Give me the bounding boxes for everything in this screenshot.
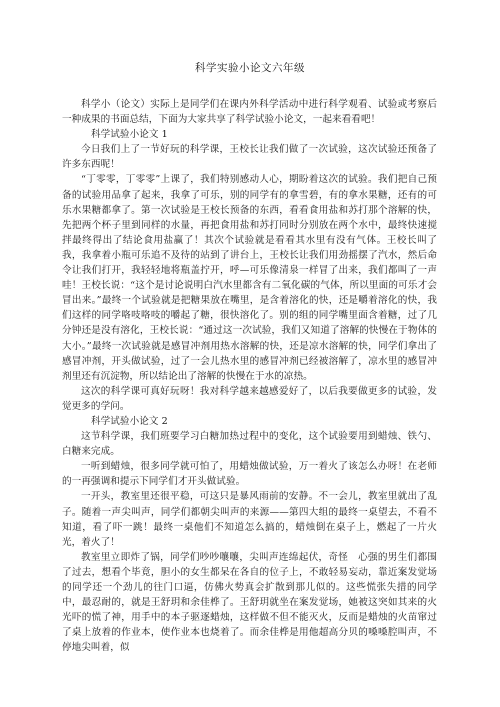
document-body [62, 97, 437, 655]
body-paragraph: “丁零零，丁零零”上课了，我们特别感动人心，期盼着这次的试验。我们把自己预备的试验用品拿了起来，我拿了可乐，别的同学有的拿雪碧，有的拿水果糖，还有的可乐水果糖都拿了。第一次试验是王校长预备的东西，看看食用盐和苏打那个溶解的快，先把两个杯子里到同样的水量，再把食用盐和苏打同时分别放在两个水中，最终快速搅拌最终得出了结论食用盐赢了！其次个试验就是看看其水里有没有气体。王校长叫了我，我拿着小瓶可乐追不及待的站到了讲台上，王校长让我们用劲摇摆了汽水，然后命令让我们打开，我轻轻地将瓶盖拧开，呼—可乐像清泉一样冒了出来，我们都叫了一声哇！王校长说：“这个是讨论说明白汽水里都含有二氧化碳的气体，所以里面的可乐才会冒出来。”最终一个试验就是把糖果放在嘴里，是含着溶化的快，还是嚼着溶化的快，我们这样的同学咯吱咯吱的嚼起了糖，很快溶化了。别的组的同学嘴里面含着糖，过了几分钟还是没有溶化，王校长说：“通过这一次试验，我们又知道了溶解的快慢在于物体的大小。”最终一次试验就是感冒冲剂用热水溶解的快，还是凉水溶解的快，同学们拿出了感冒冲剂，开头做试验，过了一会儿热水里的感冒冲剂已经被溶解了，凉水里的感冒冲剂里还有沉淀物，所以结论出了溶解的快慢在于水的凉热。 [62, 174, 437, 382]
body-paragraph: 一开头，教室里还很平稳，可这只是暴风雨前的安静。不一会儿，教室里就出了乱子。随着一声尖叫声，同学们都朝尖叫声的来源——第四大组的最终一桌望去，不看不知道，看了吓一跳！最终一桌他们不知道怎么搞的，蜡烛倒在桌子上，燃起了一片火光，着火了！ [62, 491, 437, 548]
body-paragraph: 这次的科学课可真好玩呀！我对科学越来越感爱好了，以后我要做更多的试验，发觉更多的学问。 [62, 385, 437, 412]
intro-paragraph: 科学小（论文）实际上是同学们在课内外科学活动中进行科学观看、试验或考察后一种成果的书面总结，下面为大家共享了科学试验小论文，一起来看看吧！ [62, 99, 437, 126]
section-heading-2: 科学试验小论文 2 [91, 415, 168, 427]
body-paragraph: 今日我们上了一节好玩的科学课，王校长让我们做了一次试验，这次试验还预备了许多东西呢！ [62, 144, 437, 171]
document-title: 科学实验小论文六年级 [195, 62, 305, 74]
section-heading-1: 科学试验小论文 1 [91, 129, 168, 141]
body-paragraph: 教室里立即炸了锅，同学们吵吵嚷嚷，尖叫声连绵起伏，奇怪 心强的男生们都围了过去，想看个毕竟，胆小的女生都呆在各自的位子上，不敢轻易妄动，靠近案发觉场的同学还一个劲儿的往门口逼，仿佛火势真会扩散到那儿似的。这些慌张失措的同学中，最忍耐的，就是王舒玥和余佳桦了。王舒玥就坐在案发觉场，她被这突如其来的火光吓的慌了神，用手中的本子驱逐蜡烛，这样做不但不能灭火，反而是蜡烛的火苗窜过了桌上放着的作业本，使作业本也烧着了。而余佳桦是用他超高分贝的嗓嗓腔叫声，不停地尖叫着，似 [62, 551, 437, 654]
body-paragraph: 一听到蜡烛，很多同学就可怕了，用蜡烛做试验，万一着火了该怎么办呀！在老师的一再强调和提示下同学们才开头做试验。 [62, 461, 437, 488]
body-paragraph: 这节科学课，我们班要学习白糖加热过程中的变化，这个试验要用到蜡烛、铁勺、白糖来完成。 [62, 431, 437, 458]
